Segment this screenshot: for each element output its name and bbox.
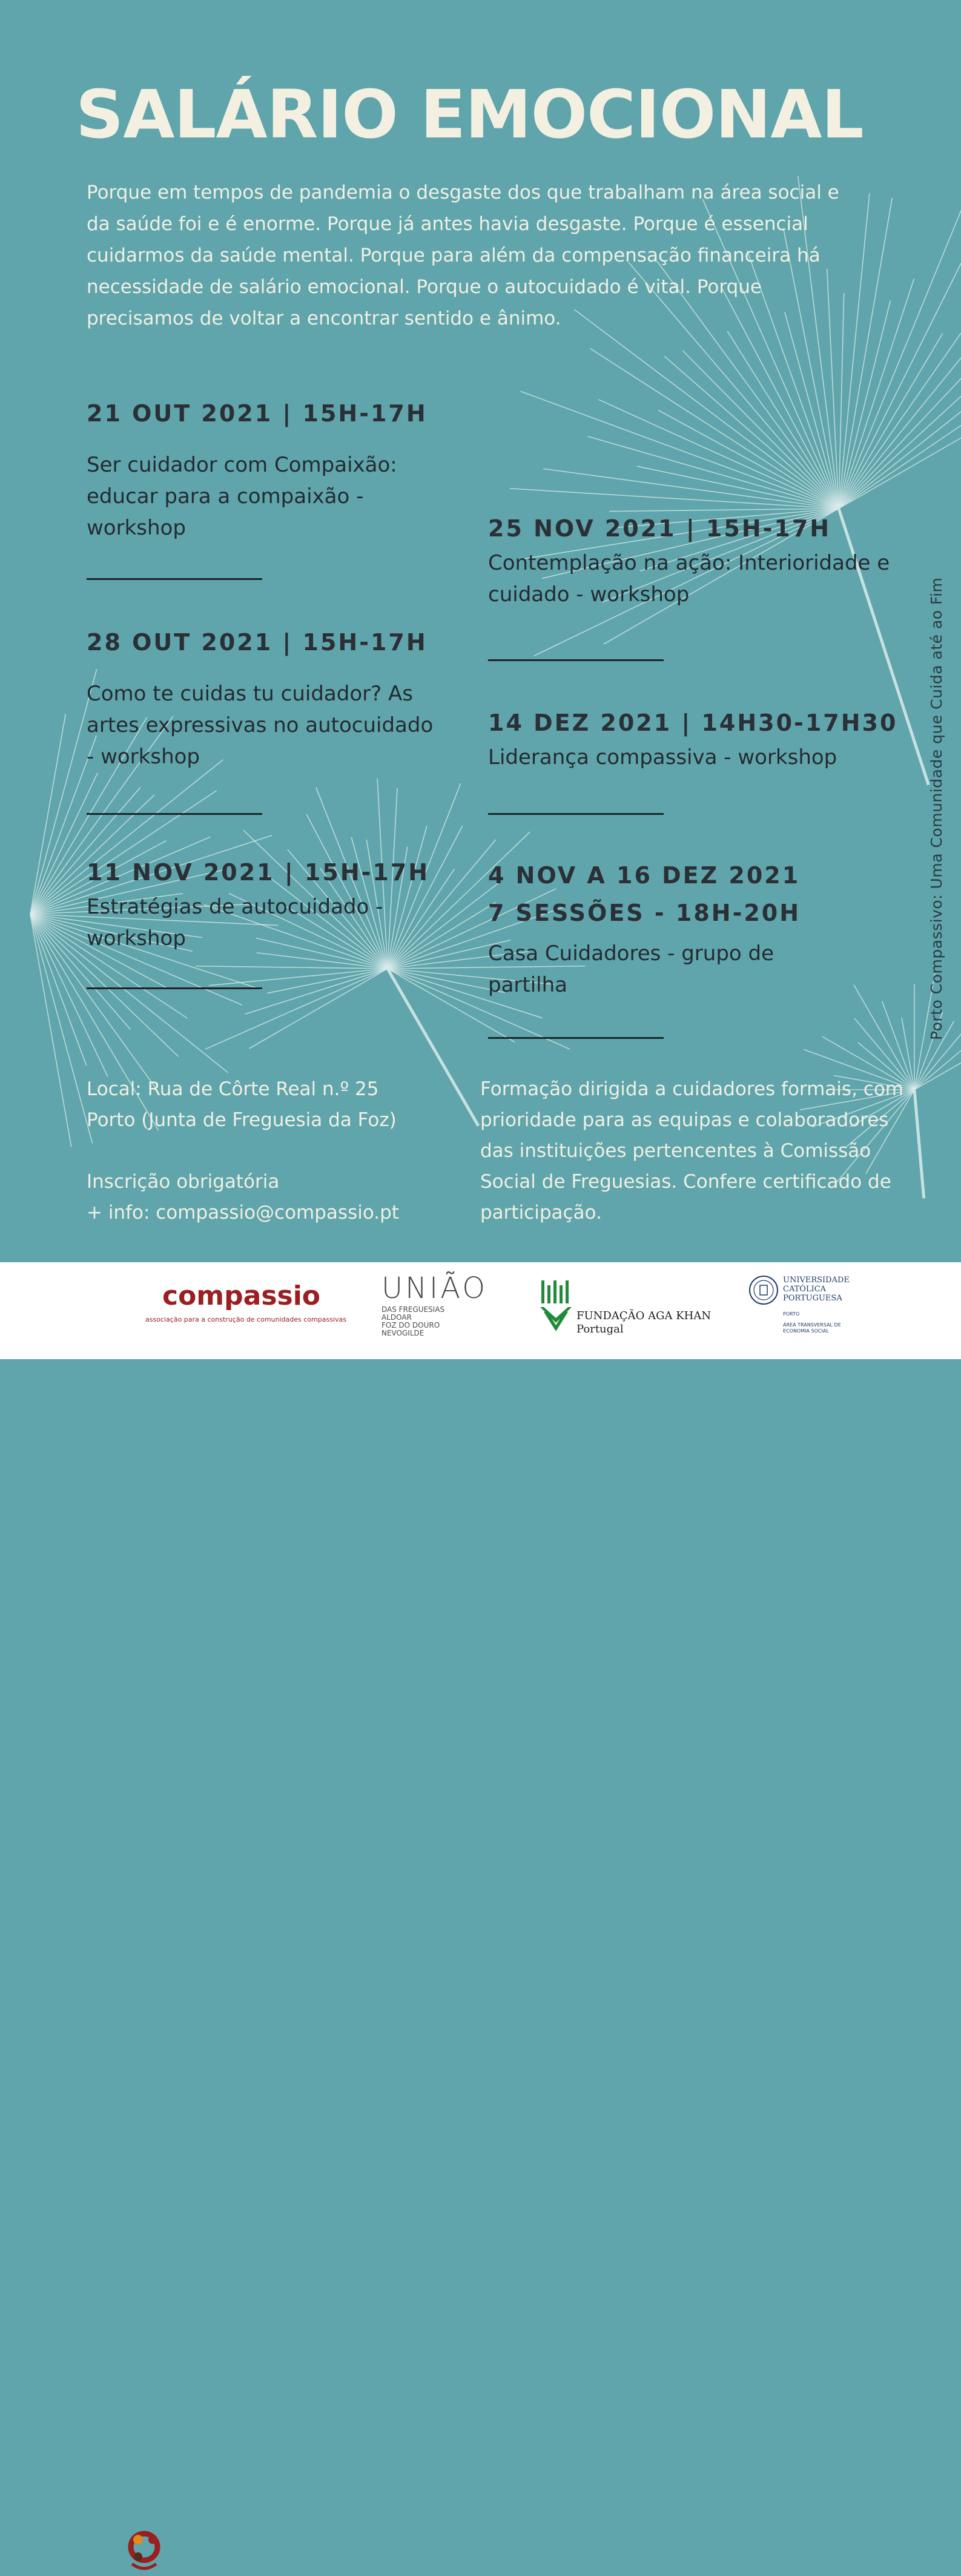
ucp-line: UNIVERSIDADE <box>783 1276 850 1285</box>
ucp-line: PORTO <box>783 1311 800 1317</box>
ucp-line: ÁREA TRANSVERSAL DE <box>783 1322 841 1328</box>
divider <box>87 987 262 989</box>
event-description: Ser cuidador com Compaixão: educar para a compaixão - workshop <box>87 453 397 540</box>
venue-place: Porto (Junta de Freguesia da Foz) <box>87 1109 397 1131</box>
ucp-line: ECONOMIA SOCIAL <box>783 1328 829 1334</box>
ucp-logo-subtitle <box>783 1311 841 1334</box>
target-audience-info: Formação dirigida a cuidadores formais, com prioridade para as equipas e colaboradores das instituições pertencentes à Comissão Social de Freguesias. Confere certificado de participação. <box>480 1078 903 1224</box>
venue-address: Local: Rua de Côrte Real n.º 25 <box>87 1078 379 1100</box>
compassio-tagline: associação para a construção de comunidades compassivas <box>145 1316 346 1323</box>
divider <box>488 659 664 661</box>
event-date: 14 DEZ 2021 | 14H30-17H30 <box>488 710 898 736</box>
aga-line: FUNDAÇÃO AGA KHAN <box>576 1309 712 1322</box>
event-description: Casa Cuidadores - grupo de partilha <box>488 941 774 997</box>
event-1 <box>87 395 450 544</box>
ucp-line: PORTUGUESA <box>783 1294 842 1303</box>
event-sessions: 7 SESSÕES - 18H-20H <box>488 900 801 926</box>
event-date: 11 NOV 2021 | 15H-17H <box>87 859 430 886</box>
event-date: 4 NOV A 16 DEZ 2021 <box>488 862 801 889</box>
event-description: Como te cuidas tu cuidador? As artes expressivas no autocuidado - workshop <box>87 682 434 769</box>
venue-info <box>87 1074 474 1228</box>
event-date: 28 OUT 2021 | 15H-17H <box>87 629 428 656</box>
event-description: Contemplação na ação: Interioridade e cuidado - workshop <box>488 551 890 607</box>
uniao-line: NEVOGILDE <box>381 1329 424 1337</box>
contact-email[interactable]: + info: compassio@compassio.pt <box>87 1202 399 1224</box>
ucp-line: CATÓLICA <box>783 1285 827 1294</box>
event-date: 25 NOV 2021 | 15H-17H <box>488 515 831 542</box>
event-4 <box>488 510 912 610</box>
divider <box>488 1037 664 1039</box>
event-2 <box>87 624 450 772</box>
event-5 <box>488 704 912 773</box>
event-3 <box>87 854 450 954</box>
divider <box>87 813 262 815</box>
compassio-logo-icon <box>126 2528 168 2576</box>
page-title: SALÁRIO EMOCIONAL <box>76 76 864 153</box>
divider <box>87 578 262 580</box>
compassio-logo-text: compassio <box>162 1280 321 1311</box>
registration-note: Inscrição obrigatória <box>87 1171 280 1193</box>
event-6 <box>488 857 912 1001</box>
intro-paragraph: Porque em tempos de pandemia o desgaste dos que trabalham na área social e da saúde foi e é enorme. Porque já antes havia desgaste. Porque é essencial cuidarmos da saúde mental. Porque para além da compensação financeira há necessidade de salário emocional. Porque o autocuidado é vital. Porque precisamos de voltar a encontrar sentido e ânimo. <box>87 182 839 329</box>
ucp-logo-text <box>783 1276 850 1303</box>
event-date: 21 OUT 2021 | 15H-17H <box>87 400 428 427</box>
vertical-tagline: Porto Compassivo: Uma Comunidade que Cuida até ao Fim <box>928 577 945 1040</box>
uniao-logo-subtitle <box>381 1306 444 1337</box>
divider <box>488 813 664 815</box>
uniao-line: DAS FREGUESIAS <box>381 1305 445 1314</box>
aga-line: Portugal <box>576 1323 624 1336</box>
event-description: Liderança compassiva - workshop <box>488 745 837 769</box>
event-description: Estratégias de autocuidado - workshop <box>87 895 383 950</box>
uniao-logo-title: UNIÃO <box>381 1271 487 1305</box>
uniao-line: FOZ DO DOURO <box>381 1321 440 1329</box>
ucp-seal-icon <box>748 1275 779 1305</box>
poster <box>0 0 961 1262</box>
uniao-line: ALDOAR <box>381 1313 412 1322</box>
aga-khan-logo-icon <box>539 1280 573 1332</box>
aga-khan-logo-text <box>576 1309 711 1336</box>
